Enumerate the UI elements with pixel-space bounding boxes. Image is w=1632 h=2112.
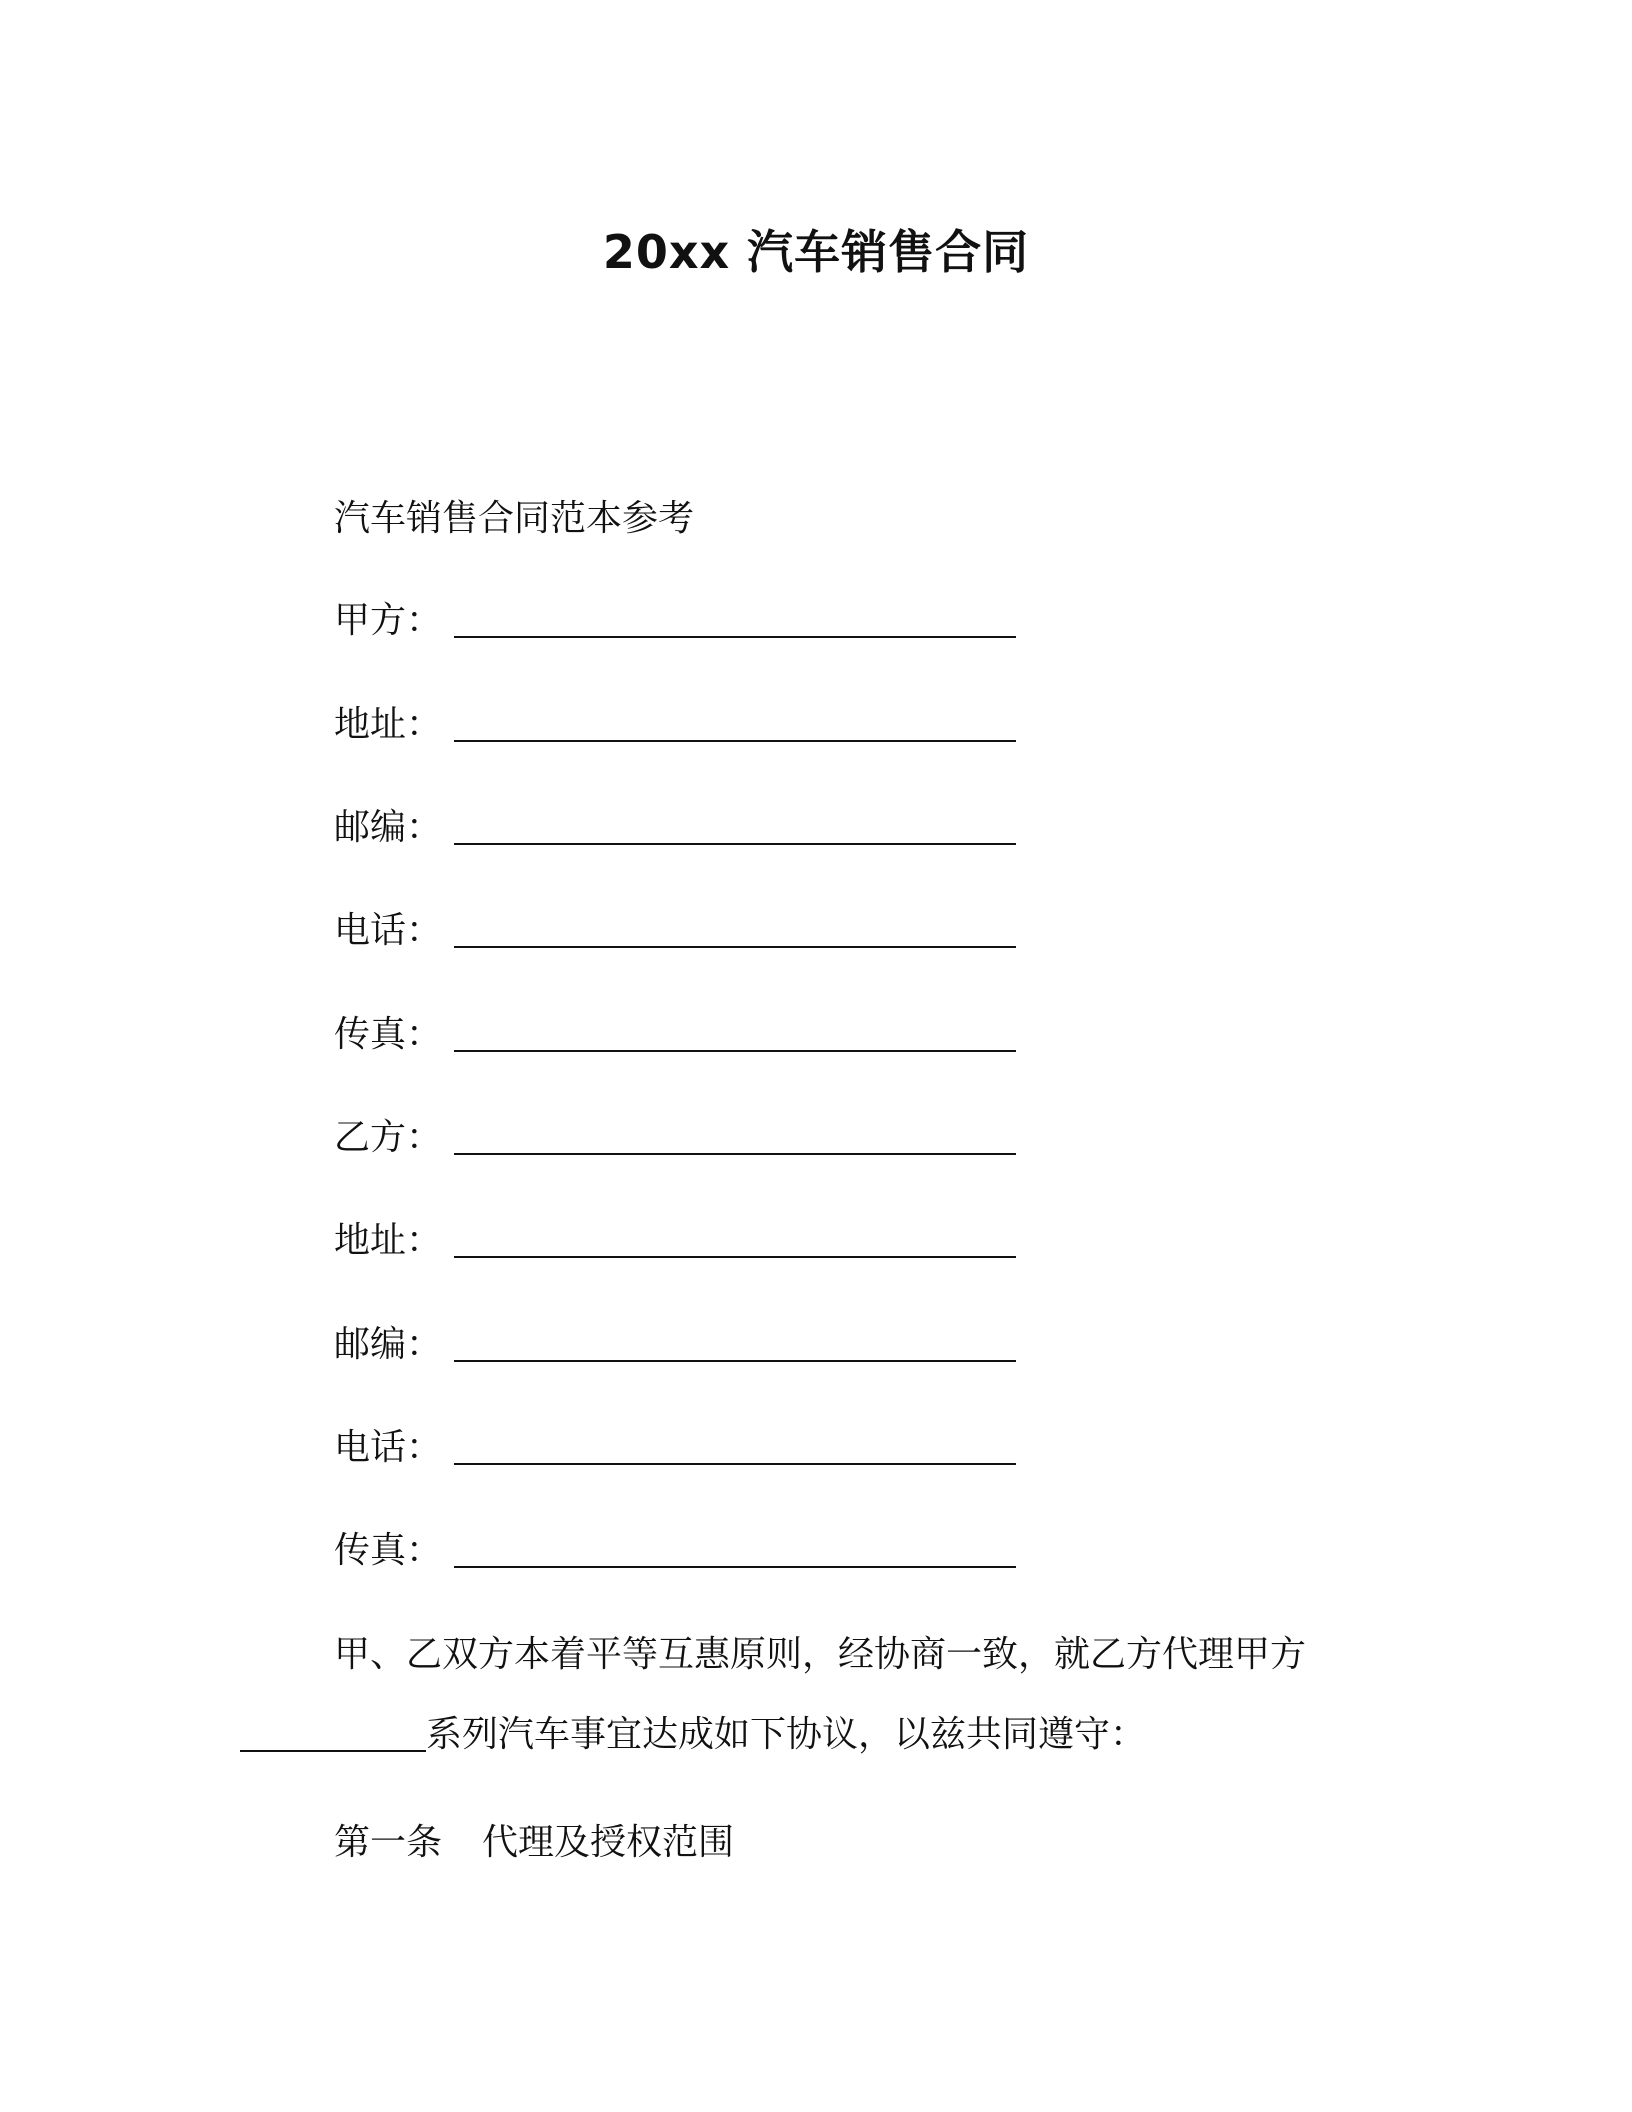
party-a-address-field (334, 700, 1016, 750)
party-a-fax-field (334, 1010, 1016, 1060)
party-b-address-blank (454, 1216, 1016, 1258)
party-a-address-blank (454, 700, 1016, 742)
party-b-phone-label: 电话： (334, 1427, 443, 1468)
document-subtitle: 汽车销售合同范本参考 (334, 498, 695, 539)
party-b-fax-field (334, 1526, 1016, 1576)
party-a-phone-blank (454, 906, 1016, 948)
party-a-phone-field (334, 906, 1016, 956)
party-b-fax-label: 传真： (334, 1530, 443, 1571)
party-b-name-label: 乙方： (334, 1117, 443, 1158)
document-title: 20xx 汽车销售合同 (602, 225, 1030, 279)
article-1-title: 代理及授权范围 (482, 1822, 735, 1863)
party-b-postcode-blank (454, 1320, 1016, 1362)
party-a-postcode-label: 邮编： (334, 807, 443, 848)
party-b-postcode-label: 邮编： (334, 1324, 443, 1365)
party-b-name-field (334, 1113, 1016, 1163)
party-a-fax-label: 传真： (334, 1014, 443, 1055)
party-b-name-blank (454, 1113, 1016, 1155)
article-1-heading (334, 1818, 734, 1868)
party-a-name-blank (454, 596, 1016, 638)
intro-paragraph-line2 (240, 1710, 1146, 1760)
party-a-fax-blank (454, 1010, 1016, 1052)
series-blank (240, 1710, 426, 1752)
article-1-number: 第一条 (334, 1822, 443, 1863)
party-a-phone-label: 电话： (334, 910, 443, 951)
party-a-address-label: 地址： (334, 704, 443, 745)
intro-paragraph-line1: 甲、乙双方本着平等互惠原则，经协商一致，就乙方代理甲方 (334, 1634, 1307, 1675)
party-b-phone-field (334, 1423, 1016, 1473)
party-a-name-label: 甲方： (334, 600, 443, 641)
party-a-postcode-field (334, 803, 1016, 853)
party-a-postcode-blank (454, 803, 1016, 845)
party-b-postcode-field (334, 1320, 1016, 1370)
party-b-phone-blank (454, 1423, 1016, 1465)
party-a-name-field (334, 596, 1016, 646)
party-b-fax-blank (454, 1526, 1016, 1568)
party-b-address-label: 地址： (334, 1220, 443, 1261)
intro-paragraph-line2-text: 系列汽车事宜达成如下协议，以兹共同遵守： (426, 1714, 1147, 1755)
party-b-address-field (334, 1216, 1016, 1266)
